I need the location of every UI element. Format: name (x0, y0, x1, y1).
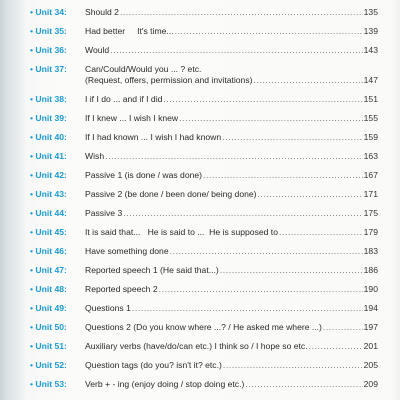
unit-number (30, 0, 82, 1)
page-number: 201 (363, 341, 378, 351)
unit-number: • Unit 49: (30, 303, 67, 313)
dot-leader (110, 45, 362, 55)
unit-title: Reported speech 1 (He said that...) (85, 265, 219, 275)
dot-leader (120, 7, 363, 17)
unit-number: • Unit 52: (30, 360, 67, 370)
unit-number: • Unit 51: (30, 341, 67, 351)
page-number: 175 (363, 208, 378, 218)
unit-title: Would (85, 45, 110, 55)
unit-number: • Unit 50: (30, 322, 67, 332)
unit-title: It is said that... He is said to ... He is supposed to (85, 227, 278, 237)
dot-leader (279, 227, 363, 237)
unit-title: Should 2 (85, 7, 119, 17)
page-number: 139 (363, 26, 378, 36)
page-number: 190 (363, 284, 378, 294)
unit-title: Verb + - ing (enjoy doing / stop doing etc.) (85, 379, 245, 389)
page-number: 163 (363, 151, 378, 161)
unit-title: Question tags (do you? isn't it? etc.) (85, 360, 222, 370)
page-number: 171 (363, 189, 378, 199)
unit-title: Can/Could/Would you ... ? etc. (85, 64, 202, 74)
page-gutter-shade (0, 0, 26, 400)
unit-title: Passive 2 (be done / been done/ being done) (85, 189, 257, 199)
unit-number: • Unit 48: (30, 284, 67, 294)
dot-leader (120, 0, 363, 1)
dot-leader (203, 170, 363, 180)
unit-title: I if I do ... and if I did (85, 94, 163, 104)
unit-number: • Unit 41: (30, 151, 67, 161)
page-edge-shadow (390, 0, 400, 400)
unit-number: • Unit 35: (30, 26, 67, 36)
dot-leader (170, 246, 363, 256)
page-number: 197 (363, 322, 378, 332)
page-number: 183 (363, 246, 378, 256)
dot-leader (258, 189, 363, 199)
unit-title: Had better It's time... (85, 26, 174, 36)
unit-number: • Unit 36: (30, 45, 67, 55)
page-number: 147 (363, 75, 378, 85)
dot-leader (132, 303, 363, 313)
dot-leader (163, 94, 362, 104)
unit-number: • Unit 47: (30, 265, 67, 275)
unit-title: Questions 2 (Do you know where ...? / He asked me where ...) (85, 322, 322, 332)
unit-title: If I had known ... I wish I had known (85, 132, 222, 142)
unit-title: Passive 1 (is done / was done) (85, 170, 203, 180)
page-number: 159 (363, 132, 378, 142)
dot-leader (245, 379, 362, 389)
page-number: 179 (363, 227, 378, 237)
dot-leader (309, 341, 363, 351)
page-number: 186 (363, 265, 378, 275)
unit-number: • Unit 43: (30, 189, 67, 199)
dot-leader (223, 360, 363, 370)
dot-leader (105, 151, 363, 161)
dot-leader (123, 208, 362, 218)
page-number: 155 (363, 113, 378, 123)
page-number: 151 (363, 94, 378, 104)
unit-title: If I knew ... I wish I knew (85, 113, 179, 123)
dot-leader (179, 113, 363, 123)
unit-number: • Unit 34: (30, 7, 67, 17)
dot-leader (222, 132, 363, 142)
dot-leader (220, 265, 363, 275)
dot-leader (159, 284, 363, 294)
unit-title: Wish (85, 151, 105, 161)
page-number (364, 0, 378, 1)
dot-leader (175, 26, 363, 36)
unit-number: • Unit 39: (30, 113, 67, 123)
unit-title (85, 0, 119, 1)
unit-number: • Unit 37: (30, 64, 67, 74)
unit-number: • Unit 44: (30, 208, 67, 218)
page-number: 194 (363, 303, 378, 313)
unit-title: Passive 3 (85, 208, 123, 218)
page-number: 205 (363, 360, 378, 370)
page-number: 209 (363, 379, 378, 389)
unit-number: • Unit 46: (30, 246, 67, 256)
unit-number: • Unit 53: (30, 379, 67, 389)
page-number: 143 (363, 45, 378, 55)
unit-title: Reported speech 2 (85, 284, 158, 294)
unit-number: • Unit 38: (30, 94, 67, 104)
dot-leader (323, 322, 363, 332)
page-number: 167 (363, 170, 378, 180)
unit-title-continued: (Request, offers, permission and invitations) (85, 75, 253, 85)
unit-number: • Unit 40: (30, 132, 67, 142)
unit-title: Auxiliary verbs (have/do/can etc.) I think so / I hope so etc. (85, 341, 308, 351)
unit-number: • Unit 42: (30, 170, 67, 180)
unit-number: • Unit 45: (30, 227, 67, 237)
unit-title: Questions 1 (85, 303, 131, 313)
unit-title: Have something done (85, 246, 169, 256)
toc-row-unit-37 (30, 64, 378, 86)
page-number: 135 (363, 7, 378, 17)
dot-leader (254, 75, 363, 85)
